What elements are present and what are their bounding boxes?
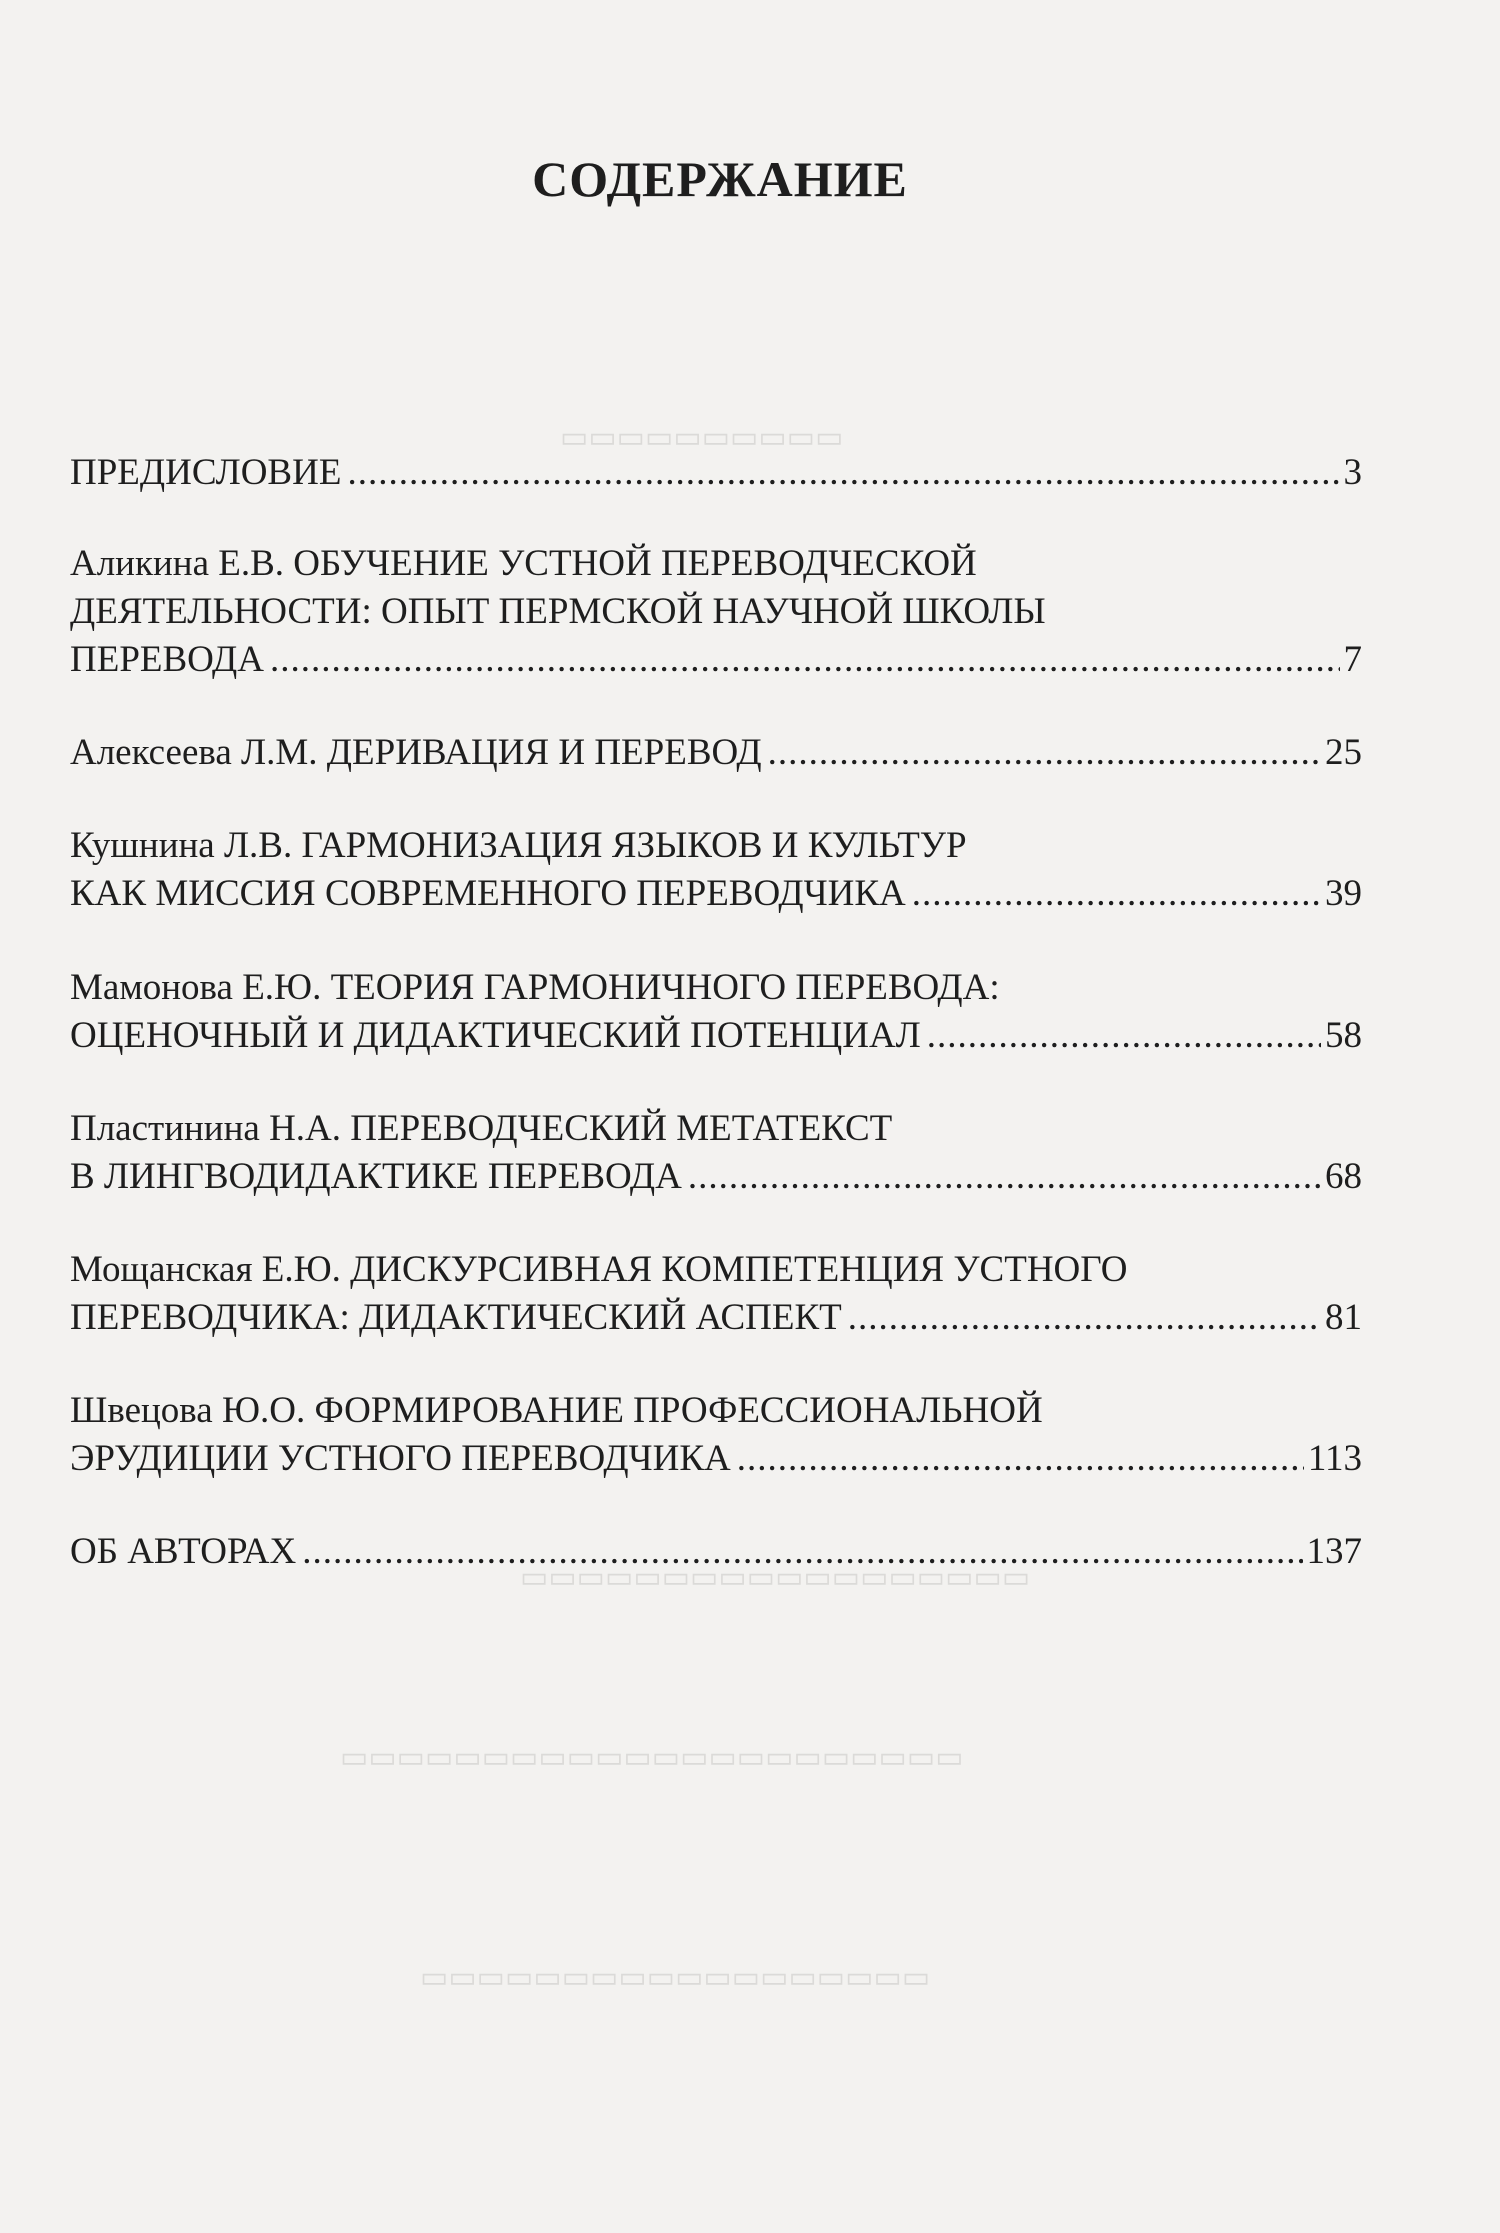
- toc-page-number: 137: [1306, 1531, 1362, 1572]
- toc-entry: [70, 1105, 1362, 1201]
- show-through-4: ▭▭▭▭▭▭▭▭▭▭▭▭▭▭▭▭▭▭: [420, 1961, 931, 1994]
- toc-page-number: 25: [1325, 732, 1362, 773]
- toc-entry-text: Кушнина Л.В. ГАРМОНИЗАЦИЯ ЯЗЫКОВ И КУЛЬТУР: [70, 825, 967, 866]
- toc-entry-last-line: [70, 729, 1362, 777]
- toc-entry-text: Мощанская Е.Ю. ДИСКУРСИВНАЯ КОМПЕТЕНЦИЯ УСТНОГО: [70, 1249, 1128, 1290]
- dot-leader: [688, 1153, 1321, 1201]
- toc-entry-last-line: [70, 1294, 1362, 1342]
- toc-entry: [70, 1387, 1362, 1483]
- show-through-1: ▭▭▭▭▭▭▭▭▭▭: [560, 421, 844, 454]
- toc-entry: [70, 540, 1362, 684]
- toc-page-number: 81: [1325, 1297, 1362, 1338]
- toc-entry-text: ПЕРЕВОДЧИКА: ДИДАКТИЧЕСКИЙ АСПЕКТ: [70, 1297, 842, 1338]
- toc-entry: [70, 1528, 1362, 1576]
- show-through-3: ▭▭▭▭▭▭▭▭▭▭▭▭▭▭▭▭▭▭▭▭▭▭: [340, 1741, 964, 1774]
- toc-page-number: 113: [1307, 1438, 1362, 1479]
- dot-leader: [270, 636, 1339, 684]
- dot-leader: [912, 870, 1321, 918]
- toc-entry: [70, 449, 1362, 497]
- show-through-2: ▭▭▭▭▭▭▭▭▭▭▭▭▭▭▭▭▭▭: [520, 1561, 1031, 1594]
- toc-entry-text: Алексеева Л.М. ДЕРИВАЦИЯ И ПЕРЕВОД: [70, 732, 762, 773]
- toc-entry-text: КАК МИССИЯ СОВРЕМЕННОГО ПЕРЕВОДЧИКА: [70, 873, 906, 914]
- toc-entry-last-line: [70, 1153, 1362, 1201]
- dot-leader: [848, 1294, 1321, 1342]
- toc-entry-text: Аликина Е.В. ОБУЧЕНИЕ УСТНОЙ ПЕРЕВОДЧЕСКОЙ: [70, 543, 977, 584]
- toc-entry-text: ПЕРЕВОДА: [70, 639, 265, 680]
- toc-entry-last-line: [70, 1435, 1362, 1483]
- toc-entry: [70, 964, 1362, 1060]
- toc-entry-text: Пластинина Н.А. ПЕРЕВОДЧЕСКИЙ МЕТАТЕКСТ: [70, 1108, 893, 1149]
- toc-entry: [70, 1246, 1362, 1342]
- toc-entry-text: ОБ АВТОРАХ: [70, 1531, 297, 1572]
- toc-entry-text: Мамонова Е.Ю. ТЕОРИЯ ГАРМОНИЧНОГО ПЕРЕВОДА:: [70, 967, 1000, 1008]
- dot-leader: [737, 1435, 1304, 1483]
- toc-entry: [70, 729, 1362, 777]
- toc-page-number: 68: [1325, 1156, 1362, 1197]
- toc-page-number: 39: [1325, 873, 1362, 914]
- toc-entry-text: ЭРУДИЦИИ УСТНОГО ПЕРЕВОДЧИКА: [70, 1438, 731, 1479]
- toc-entry-text: Швецова Ю.О. ФОРМИРОВАНИЕ ПРОФЕССИОНАЛЬНОЙ: [70, 1390, 1043, 1431]
- toc-page-number: 7: [1343, 639, 1362, 680]
- toc-page-number: 58: [1325, 1015, 1362, 1056]
- page-title: СОДЕРЖАНИЕ: [532, 151, 908, 207]
- toc-entry-last-line: [70, 1528, 1362, 1576]
- toc-entry-text: ПРЕДИСЛОВИЕ: [70, 452, 342, 493]
- dot-leader: [768, 729, 1321, 777]
- toc-entry-last-line: [70, 449, 1362, 497]
- toc-entry-last-line: [70, 870, 1362, 918]
- toc-entry-text: ДЕЯТЕЛЬНОСТИ: ОПЫТ ПЕРМСКОЙ НАУЧНОЙ ШКОЛЫ: [70, 591, 1046, 632]
- toc-entry-last-line: [70, 1012, 1362, 1060]
- toc-entry: [70, 822, 1362, 918]
- toc-entry-text: В ЛИНГВОДИДАКТИКЕ ПЕРЕВОДА: [70, 1156, 682, 1197]
- toc-entry-text: ОЦЕНОЧНЫЙ И ДИДАКТИЧЕСКИЙ ПОТЕНЦИАЛ: [70, 1015, 921, 1056]
- toc-entry-last-line: [70, 636, 1362, 684]
- toc-page-number: 3: [1343, 452, 1362, 493]
- dot-leader: [347, 449, 1339, 497]
- dot-leader: [927, 1012, 1321, 1060]
- dot-leader: [302, 1528, 1302, 1576]
